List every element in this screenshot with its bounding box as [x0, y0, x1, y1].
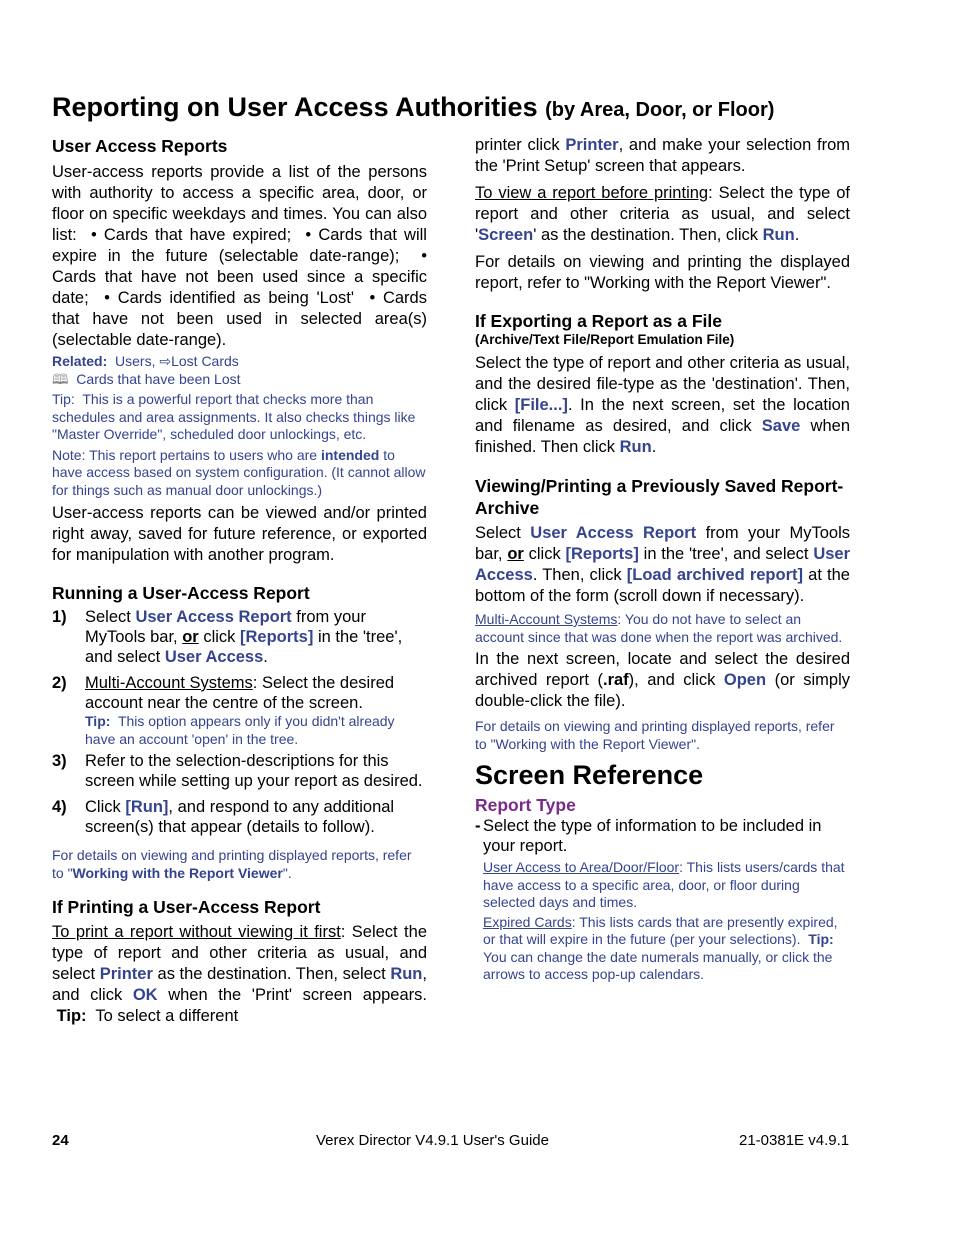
heading-exporting-sub: (Archive/Text File/Report Emulation File) — [475, 332, 735, 347]
related-lost-cards-link[interactable]: Lost Cards — [171, 353, 239, 369]
user-access-link[interactable]: User Access — [475, 545, 851, 584]
printer-cont-paragraph: printer click Printer, and make your selection from the 'Print Setup' screen that appears. — [475, 136, 851, 175]
step-2: 2) Multi-Account Systems: Select the desired account near the centre of the screen. Tip: This option appears only if you didn't already have an account 'open' in the tree. — [52, 673, 427, 748]
run-link[interactable]: Run — [762, 226, 795, 244]
view-before-print-paragraph: To view a report before printing: Select the type of report and other criteria as usual, and select 'Screen' as the destination. Then, click Run. — [475, 184, 850, 244]
footer-guide-title: Verex Director V4.9.1 User's Guide — [316, 1132, 549, 1149]
title-main: Reporting on User Access Authorities — [52, 92, 538, 122]
reports-link[interactable]: [Reports] — [565, 545, 639, 563]
note-pertains: Note: This report pertains to users who are intended to have access based on system configuration. (It cannot allow for things such as manual door unlockings.) — [52, 446, 426, 498]
archive-paragraph: Select User Access Report from your MyTools bar, or click [Reports] in the 'tree', and select User Access. Then, click [Load archived report] at the bottom of the form (scroll down if necessary). — [475, 524, 851, 605]
details-note: For details on viewing and printing displayed reports, refer to "Working with the Report Viewer". — [52, 847, 412, 881]
run-link[interactable]: Run — [619, 438, 652, 456]
heading-printing: If Printing a User-Access Report — [52, 897, 321, 917]
step-1: 1) Select User Access Report from your MyTools bar, or click [Reports] in the 'tree', and select User Access. — [52, 608, 403, 666]
bullet-icon: • — [90, 226, 97, 244]
bullet-icon: • — [369, 289, 376, 307]
report-type-desc: - Select the type of information to be included in your report. — [475, 817, 822, 855]
heading-report-type: Report Type — [475, 795, 576, 815]
related-book-link[interactable]: 🕮 Cards that have been Lost — [52, 370, 241, 387]
bullet-icon: • — [305, 226, 312, 244]
left-column — [52, 135, 427, 1027]
details-reports-note: For details on viewing and printing displayed reports, refer to "Working with the Report Viewer". — [475, 718, 835, 752]
page-title — [52, 92, 774, 123]
title-sub: (by Area, Door, or Floor) — [545, 99, 775, 121]
export-paragraph: Select the type of report and other criteria as usual, and the desired file-type as the 'destination'. Then, click [File...]. In the next screen, set the location and filename as desired, and click Save when finished. Then click Run. — [475, 354, 850, 456]
tip-note: Tip: This is a powerful report that checks more than schedules and area assignments. It also checks things like "Master Override", scheduled door unlockings, etc. — [52, 391, 416, 442]
user-access-report-link[interactable]: User Access Report — [530, 524, 697, 542]
heading-user-access-reports: User Access Reports — [52, 136, 228, 156]
next-screen-paragraph: In the next screen, locate and select the desired archived report (.raf), and click Open (or simply double-click the file). — [475, 650, 851, 710]
user-access-option: User Access to Area/Door/Floor: This lists users/cards that have access to a specific area, door, or floor during selected days and times. — [483, 859, 845, 910]
steps-list — [52, 607, 427, 837]
details-viewer-paragraph: For details on viewing and printing the displayed report, refer to "Working with the Report Viewer". — [475, 253, 850, 292]
heading-running: Running a User-Access Report — [52, 583, 310, 603]
expired-cards-link[interactable]: Expired Cards — [483, 913, 572, 930]
open-link[interactable]: Open — [723, 671, 767, 689]
bullet-icon: • — [104, 289, 110, 307]
printer-link[interactable]: Printer — [99, 965, 153, 983]
intro-paragraph: User-access reports provide a list of the persons with authority to access a specific area, door, or floor on specific weekdays and times. You can also list: • Cards that have expired; • Cards that will expire in the future (selectable date-range); • Cards that have not been used since a specific date; • Cards identified as being 'Lost' • Cards that have not been used in selected area(s) (selectable date-range). — [52, 163, 428, 349]
step-4: 4) Click [Run], and respond to any additional screen(s) that appear (details to follow). — [52, 798, 395, 836]
related-links: Related: Users, ⇨Lost Cards — [52, 353, 239, 369]
right-column — [475, 135, 850, 984]
load-archived-report-link[interactable]: [Load archived report] — [626, 566, 803, 584]
run-link[interactable]: [Run] — [125, 798, 169, 816]
step-3: 3) Refer to the selection-descriptions for this screen while setting up your report as desired. — [52, 752, 423, 790]
printer-link[interactable]: Printer — [565, 136, 619, 154]
heading-viewing-archive: Viewing/Printing a Previously Saved Report-Archive — [475, 476, 844, 518]
bullet-icon: • — [421, 247, 428, 265]
arrow-icon: ⇨ — [159, 353, 172, 369]
ok-link[interactable]: OK — [132, 986, 158, 1004]
print-paragraph: To print a report without viewing it first: Select the type of report and other criteria as usual, and select Printer as the destination. Then, select Run, and click OK when the 'Print' screen appears. Tip: To select a different — [52, 923, 427, 1025]
related-users-link[interactable]: Users, — [115, 353, 156, 369]
screen-link[interactable]: Screen — [478, 226, 534, 244]
run-link[interactable]: Run — [390, 965, 423, 983]
multi-account-note: Multi-Account Systems: You do not have to select an account since that was done when the report was archived. — [475, 611, 843, 645]
footer-doc-id: 21-0381E v4.9.1 — [739, 1132, 850, 1149]
expired-cards-option: Expired Cards: This lists cards that are presently expired, or that will expire in the future (per your selections). Tip: You can change the date numerals manually, or click the arrows to access pop-up calendars. — [483, 913, 838, 982]
heading-exporting: If Exporting a Report as a File — [475, 311, 722, 331]
user-access-link[interactable]: User Access — [164, 648, 264, 666]
page-number: 24 — [52, 1132, 69, 1149]
reports-link[interactable]: [Reports] — [240, 628, 314, 646]
book-icon: 🕮 — [52, 370, 69, 387]
para-viewed: User-access reports can be viewed and/or printed right away, saved for future reference, or exported for manipulation with another program. — [52, 504, 427, 564]
step-2-tip: Tip: This option appears only if you didn't already have an account 'open' in the tree. — [85, 713, 395, 747]
file-link[interactable]: [File...] — [514, 396, 568, 414]
report-type-options — [483, 859, 850, 984]
user-access-report-link[interactable]: User Access Report — [135, 608, 292, 626]
user-access-area-door-floor-link[interactable]: User Access to Area/Door/Floor — [483, 859, 680, 875]
save-link[interactable]: Save — [761, 417, 801, 435]
heading-screen-reference: Screen Reference — [475, 760, 704, 790]
